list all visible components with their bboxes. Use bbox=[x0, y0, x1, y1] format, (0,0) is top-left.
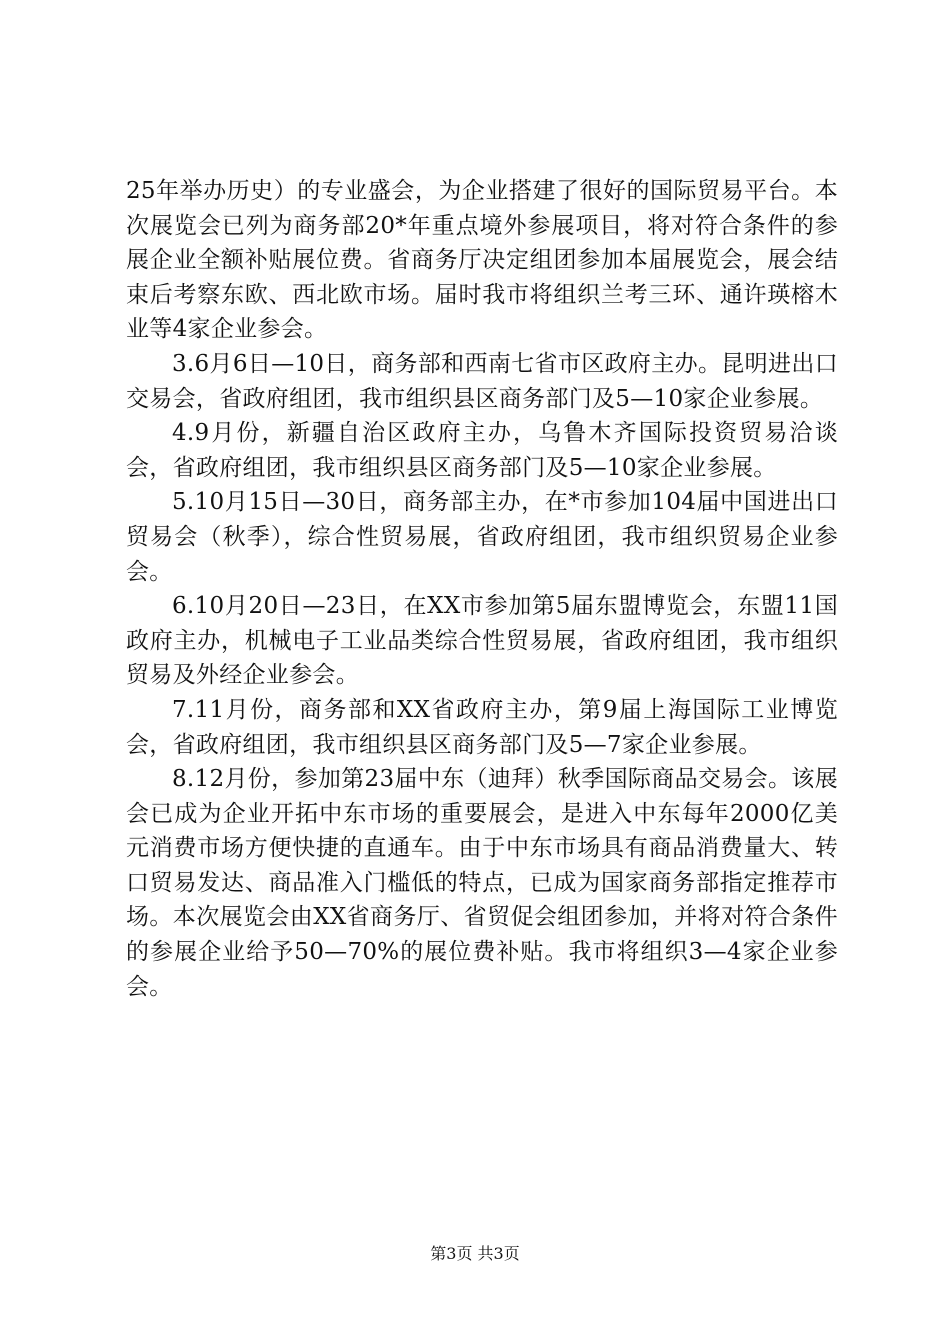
paragraph-continuation: 25年举办历史）的专业盛会，为企业搭建了很好的国际贸易平台。本次展览会已列为商务部20*年重点境外参展项目，将对符合条件的参展企业全额补贴展位费。省商务厅决定组团参加本届展览会，展会结束后考察东欧、西北欧市场。届时我市将组织兰考三环、通许瑛榕木业等4家企业参会。 bbox=[126, 178, 838, 343]
paragraph-item-3: 3.6月6日—10日，商务部和西南七省市区政府主办。昆明进出口交易会，省政府组团，我市组织县区商务部门及5—10家企业参展。 bbox=[126, 350, 838, 412]
paragraph-item-7: 7.11月份，商务部和XX省政府主办，第9届上海国际工业博览会，省政府组团，我市组织县区商务部门及5—7家企业参展。 bbox=[126, 696, 838, 758]
document-body bbox=[126, 174, 838, 1004]
paragraph-item-4: 4.9月份，新疆自治区政府主办，乌鲁木齐国际投资贸易洽谈会，省政府组团，我市组织县区商务部门及5—10家企业参展。 bbox=[126, 420, 838, 481]
paragraph-item-8: 8.12月份，参加第23届中东（迪拜）秋季国际商品交易会。该展会已成为企业开拓中东市场的重要展会，是进入中东每年2000亿美元消费市场方便快捷的直通车。由于中东市场具有商品消费量大、转口贸易发达、商品准入门槛低的特点，已成为国家商务部指定推荐市场。本次展览会由XX省商务厅、省贸促会组团参加，并将对符合条件的参展企业给予50—70%的展位费补贴。我市将组织3—4家企业参会。 bbox=[126, 766, 838, 1000]
page-number-footer: 第3页 共3页 bbox=[430, 1244, 520, 1263]
paragraph-item-5: 5.10月15日—30日，商务部主办，在*市参加104届中国进出口贸易会（秋季），综合性贸易展，省政府组团，我市组织贸易企业参会。 bbox=[126, 489, 838, 585]
paragraph-item-6: 6.10月20日—23日，在XX市参加第5届东盟博览会，东盟11国政府主办，机械电子工业品类综合性贸易展，省政府组团，我市组织贸易及外经企业参会。 bbox=[126, 593, 838, 689]
